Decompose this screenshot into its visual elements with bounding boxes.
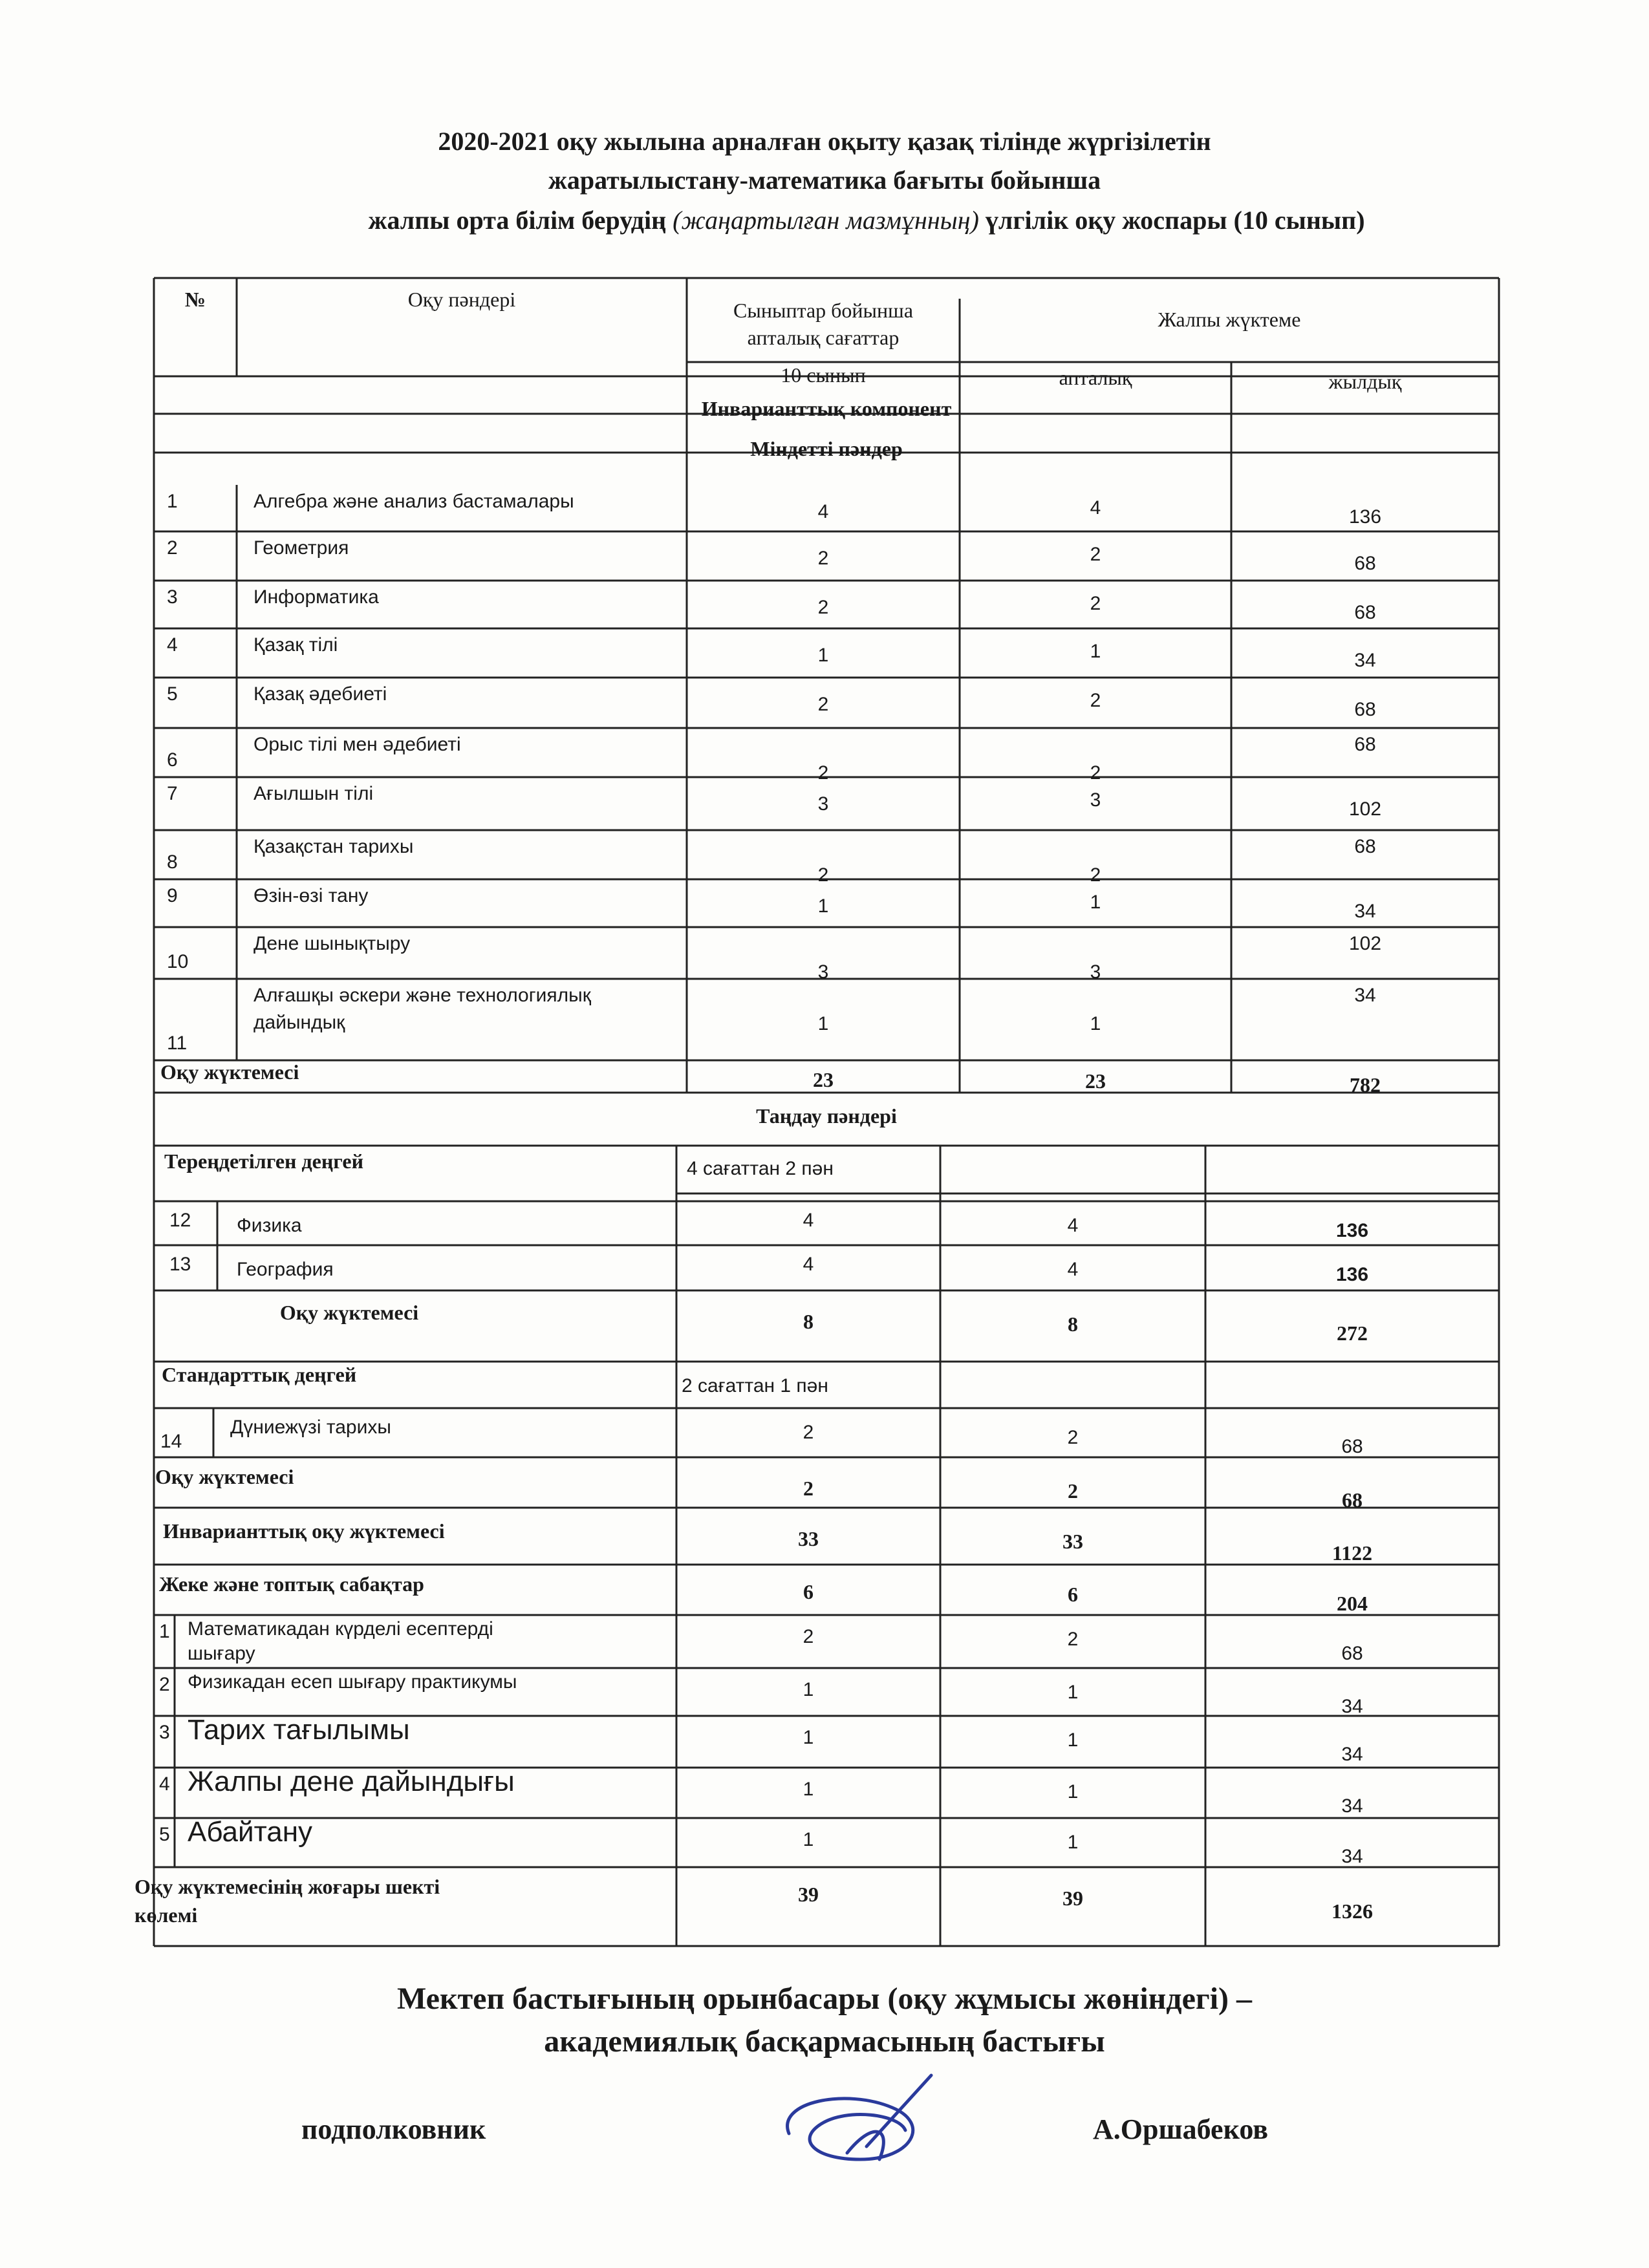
title-line-1: 2020-2021 оқу жылына арналған оқыту қазақ тілінде жүргізілетін bbox=[438, 127, 1211, 156]
standard-level-note: 2 сағаттан 1 пән bbox=[682, 1375, 828, 1396]
section-elective: Таңдау пәндері bbox=[756, 1104, 897, 1128]
weekly-hours: 4 bbox=[803, 1210, 814, 1231]
weekly-hours: 2 bbox=[817, 864, 829, 886]
yearly-load: 68 bbox=[1341, 1436, 1363, 1457]
yearly-load: 136 bbox=[1335, 1264, 1369, 1285]
weekly-hours: 2 bbox=[817, 548, 829, 569]
standard-total-weekly-load: 2 bbox=[1068, 1479, 1078, 1503]
subject-name-2: шығару bbox=[188, 1643, 255, 1664]
individual-total-weekly-hours: 6 bbox=[803, 1580, 814, 1603]
individual-total-label: Жеке және топтық сабақтар bbox=[159, 1572, 424, 1596]
subject-name: Өзін-өзі тану bbox=[253, 885, 369, 906]
subject-name: Алғашқы әскери және технологиялық bbox=[253, 985, 591, 1006]
max-total-weekly-load: 39 bbox=[1062, 1887, 1083, 1910]
title-line-3-end: үлгілік оқу жоспары (10 сынып) bbox=[978, 206, 1365, 235]
yearly-load: 136 bbox=[1335, 1220, 1369, 1241]
header-weekly-hours: Сыныптар бойынша bbox=[733, 299, 914, 322]
signer-name: А.Оршабеков bbox=[1093, 2113, 1269, 2145]
weekly-load: 2 bbox=[1090, 690, 1101, 711]
weekly-load: 2 bbox=[1067, 1427, 1079, 1448]
subject-name: Дүниежүзі тарихы bbox=[230, 1417, 391, 1438]
subject-name: Орыс тілі мен әдебиеті bbox=[253, 734, 461, 755]
section-mandatory: Міндетті пәндер bbox=[750, 437, 903, 460]
subject-name: Қазақ тілі bbox=[253, 634, 338, 656]
weekly-load: 4 bbox=[1067, 1215, 1079, 1236]
yearly-load: 34 bbox=[1354, 901, 1376, 922]
yearly-load: 68 bbox=[1354, 836, 1376, 857]
weekly-load: 4 bbox=[1090, 497, 1101, 519]
weekly-hours: 1 bbox=[803, 1679, 814, 1700]
weekly-hours: 4 bbox=[803, 1254, 814, 1275]
standard-level-label: Стандарттық деңгей bbox=[162, 1363, 357, 1386]
mandatory-total-weekly-hours: 23 bbox=[813, 1068, 834, 1091]
advanced-total-weekly-hours: 8 bbox=[803, 1310, 814, 1333]
standard-total-weekly-hours: 2 bbox=[803, 1477, 814, 1500]
row-number: 3 bbox=[167, 586, 178, 608]
individual-total-yearly-load: 204 bbox=[1337, 1592, 1368, 1615]
yearly-load: 136 bbox=[1348, 506, 1382, 528]
weekly-load: 1 bbox=[1067, 1832, 1079, 1853]
row-number: 10 bbox=[167, 951, 189, 972]
title-line-3-italic: (жаңартылған мазмұнның) bbox=[673, 206, 979, 235]
weekly-hours: 1 bbox=[803, 1779, 814, 1800]
weekly-hours: 2 bbox=[817, 762, 829, 784]
weekly-load: 3 bbox=[1090, 961, 1101, 983]
row-number: 7 bbox=[167, 783, 178, 804]
advanced-total-yearly-load: 272 bbox=[1337, 1321, 1368, 1345]
row-number: 2 bbox=[167, 537, 178, 559]
subject-name: Абайтану bbox=[188, 1816, 313, 1848]
weekly-load: 3 bbox=[1090, 789, 1101, 811]
subject-name: Қазақстан тарихы bbox=[253, 836, 414, 857]
row-number: 14 bbox=[160, 1431, 182, 1452]
row-number: 12 bbox=[169, 1210, 191, 1231]
subject-name: Информатика bbox=[253, 586, 379, 608]
advanced-total-weekly-load: 8 bbox=[1068, 1312, 1078, 1336]
header-number: № bbox=[184, 288, 206, 311]
header-yearly: жылдық bbox=[1328, 370, 1402, 393]
header-weekly-hours-2: апталық сағаттар bbox=[747, 326, 900, 349]
yearly-load: 102 bbox=[1348, 933, 1382, 954]
row-number: 11 bbox=[167, 1032, 188, 1054]
signer-rank: подполковник bbox=[301, 2113, 486, 2145]
weekly-hours: 3 bbox=[817, 793, 829, 815]
title-line-3-start: жалпы орта білім берудің bbox=[368, 206, 673, 235]
weekly-load: 2 bbox=[1090, 762, 1101, 784]
standard-total-label: Оқу жүктемесі bbox=[155, 1465, 294, 1488]
yearly-load: 34 bbox=[1354, 985, 1376, 1006]
max-total-weekly-hours: 39 bbox=[798, 1883, 819, 1906]
weekly-hours: 1 bbox=[803, 1829, 814, 1850]
weekly-hours: 1 bbox=[817, 1013, 829, 1034]
weekly-load: 2 bbox=[1090, 864, 1101, 886]
weekly-load: 4 bbox=[1067, 1259, 1079, 1280]
row-number: 4 bbox=[167, 634, 178, 656]
weekly-load: 1 bbox=[1067, 1682, 1079, 1703]
footer-line-1: Мектеп бастығының орынбасары (оқу жұмысы жөніндегі) – bbox=[396, 1982, 1253, 2016]
mandatory-total-weekly-load: 23 bbox=[1085, 1069, 1106, 1093]
row-number: 5 bbox=[167, 683, 178, 705]
standard-total-yearly-load: 68 bbox=[1342, 1488, 1363, 1512]
subject-name: Ағылшын тілі bbox=[253, 783, 374, 804]
individual-total-weekly-load: 6 bbox=[1068, 1583, 1078, 1606]
weekly-load: 1 bbox=[1090, 1013, 1101, 1034]
weekly-load: 1 bbox=[1067, 1729, 1079, 1751]
weekly-hours: 2 bbox=[803, 1626, 814, 1647]
invariant-total-yearly-load: 1122 bbox=[1331, 1541, 1373, 1565]
row-number: 1 bbox=[159, 1621, 170, 1642]
row-number: 5 bbox=[159, 1824, 170, 1845]
yearly-load: 34 bbox=[1341, 1795, 1363, 1817]
yearly-load: 68 bbox=[1341, 1643, 1363, 1664]
signature-image bbox=[770, 2062, 964, 2172]
row-number: 13 bbox=[169, 1254, 191, 1275]
weekly-load: 1 bbox=[1090, 892, 1101, 913]
header-weekly: апталық bbox=[1059, 366, 1132, 389]
yearly-load: 102 bbox=[1348, 798, 1382, 820]
yearly-load: 34 bbox=[1341, 1846, 1363, 1867]
yearly-load: 68 bbox=[1354, 734, 1376, 755]
row-number: 9 bbox=[167, 885, 178, 906]
weekly-hours: 4 bbox=[817, 501, 829, 522]
subject-name: Математикадан күрделі есептерді bbox=[188, 1618, 493, 1640]
advanced-level-label: Тереңдетілген деңгей bbox=[164, 1150, 364, 1173]
footer-line-2: академиялық басқармасының бастығы bbox=[544, 2024, 1105, 2059]
row-number: 2 bbox=[159, 1674, 170, 1695]
weekly-hours: 3 bbox=[817, 961, 829, 983]
row-number: 1 bbox=[167, 491, 178, 512]
title-line-2: жаратылыстану-математика бағыты бойынша bbox=[548, 166, 1101, 195]
subject-name: Физика bbox=[237, 1215, 302, 1236]
yearly-load: 68 bbox=[1354, 553, 1376, 574]
row-number: 6 bbox=[167, 749, 178, 771]
subject-name: Тарих тағылымы bbox=[188, 1714, 410, 1746]
header-total-load: Жалпы жүктеме bbox=[1158, 308, 1301, 331]
max-total-label: Оқу жүктемесінің жоғары шекті bbox=[135, 1875, 440, 1898]
yearly-load: 68 bbox=[1354, 602, 1376, 623]
weekly-load: 2 bbox=[1090, 593, 1101, 614]
max-total-label-2: көлемі bbox=[135, 1903, 198, 1927]
weekly-load: 1 bbox=[1090, 641, 1101, 662]
subject-name: География bbox=[237, 1259, 334, 1280]
header-grade: 10 сынып bbox=[781, 363, 866, 387]
header-subjects: Оқу пәндері bbox=[407, 288, 516, 311]
weekly-hours: 1 bbox=[803, 1727, 814, 1748]
subject-name: Жалпы дене дайындығы bbox=[188, 1766, 515, 1797]
row-number: 8 bbox=[167, 851, 178, 873]
subject-name: Физикадан есеп шығару практикумы bbox=[188, 1671, 517, 1693]
weekly-load: 2 bbox=[1067, 1629, 1079, 1650]
subject-name: Қазақ әдебиеті bbox=[253, 683, 387, 705]
subject-name: Дене шынықтыру bbox=[253, 933, 411, 954]
weekly-load: 1 bbox=[1067, 1781, 1079, 1803]
invariant-total-label: Инварианттық оқу жүктемесі bbox=[163, 1519, 445, 1543]
advanced-total-label: Оқу жүктемесі bbox=[279, 1301, 419, 1324]
subject-name: Геометрия bbox=[253, 537, 349, 559]
weekly-hours: 2 bbox=[817, 597, 829, 618]
invariant-total-weekly-hours: 33 bbox=[798, 1527, 819, 1550]
yearly-load: 34 bbox=[1341, 1744, 1363, 1765]
row-number: 4 bbox=[159, 1773, 170, 1795]
advanced-level-note: 4 сағаттан 2 пән bbox=[687, 1158, 834, 1179]
subject-name-2: дайындық bbox=[253, 1012, 345, 1033]
subject-name: Алгебра және анализ бастамалары bbox=[253, 491, 574, 512]
weekly-hours: 1 bbox=[817, 645, 829, 666]
max-total-yearly-load: 1326 bbox=[1331, 1899, 1373, 1923]
invariant-total-weekly-load: 33 bbox=[1062, 1530, 1083, 1553]
yearly-load: 34 bbox=[1354, 650, 1376, 671]
mandatory-total-yearly-load: 782 bbox=[1350, 1073, 1381, 1097]
weekly-load: 2 bbox=[1090, 544, 1101, 565]
section-invariant: Инварианттық компонент bbox=[701, 397, 952, 420]
yearly-load: 68 bbox=[1354, 699, 1376, 720]
weekly-hours: 2 bbox=[803, 1422, 814, 1443]
mandatory-total-label: Оқу жүктемесі bbox=[160, 1060, 299, 1084]
weekly-hours: 2 bbox=[817, 694, 829, 715]
row-number: 3 bbox=[159, 1722, 170, 1743]
yearly-load: 34 bbox=[1341, 1696, 1363, 1717]
weekly-hours: 1 bbox=[817, 895, 829, 917]
